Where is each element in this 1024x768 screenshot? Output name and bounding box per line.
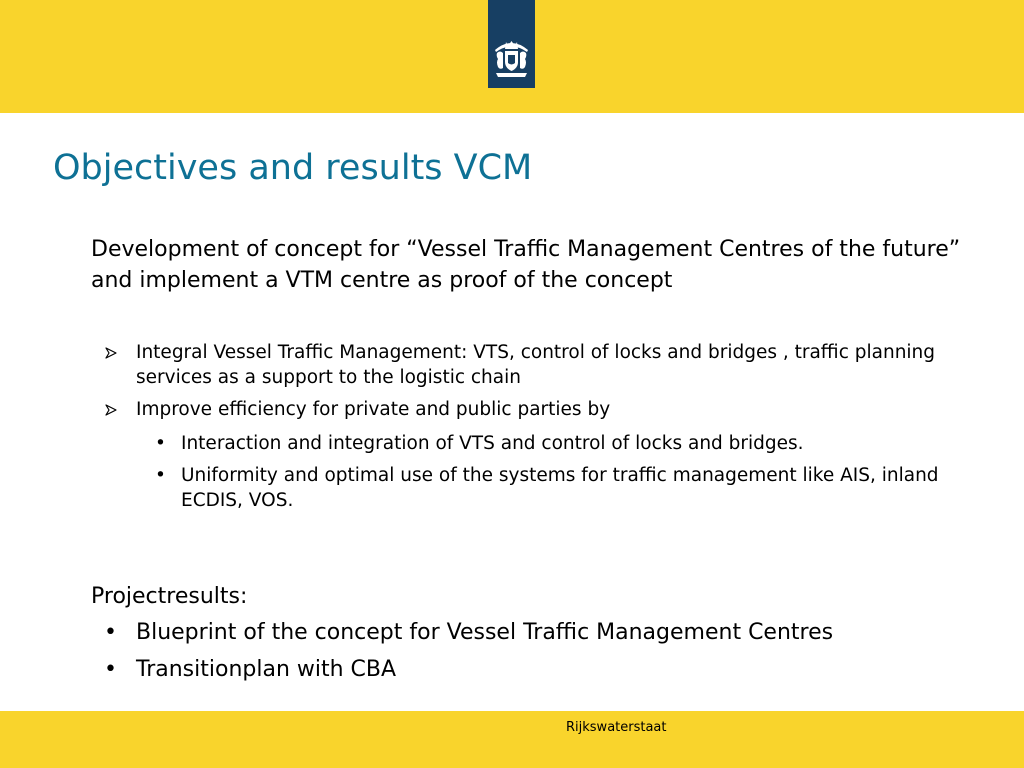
footer-label: Rijkswaterstaat — [566, 720, 667, 735]
list-item — [104, 655, 984, 685]
slide-title: Objectives and results VCM — [53, 148, 533, 188]
royal-coat-of-arms-icon — [493, 38, 530, 82]
list-item-text: Transitionplan with CBA — [136, 657, 397, 682]
arrow-bullet-icon — [105, 347, 117, 359]
efficiency-sublist — [155, 431, 975, 520]
bullet-dot: • — [104, 620, 117, 645]
bullet-dot: • — [104, 657, 117, 682]
arrow-bullet-icon — [105, 404, 117, 416]
list-item-text: Blueprint of the concept for Vessel Traffic Management Centres — [136, 620, 834, 645]
results-heading: Projectresults: — [91, 584, 248, 609]
results-list — [104, 618, 984, 692]
list-item — [104, 618, 984, 648]
bullet-dot: • — [155, 433, 166, 454]
intro-paragraph: Development of concept for “Vessel Traffic Management Centres of the future” and implement a VTM centre as proof of the concept — [91, 237, 961, 293]
list-item — [155, 463, 975, 513]
logo-bar — [488, 0, 535, 88]
list-item — [105, 340, 985, 390]
list-item-text: Integral Vessel Traffic Management: VTS, control of locks and bridges , traffic planning services as a support to the logistic chain — [136, 342, 936, 388]
list-item-text: Improve efficiency for private and public parties by — [136, 399, 611, 420]
footer-band — [0, 711, 1024, 768]
list-item — [105, 397, 985, 422]
objectives-list — [105, 340, 985, 429]
list-item-text: Uniformity and optimal use of the systems for traffic management like AIS, inland ECDIS, VOS. — [181, 465, 939, 511]
list-item-text: Interaction and integration of VTS and control of locks and bridges. — [181, 433, 804, 454]
list-item — [155, 431, 975, 456]
bullet-dot: • — [155, 465, 166, 486]
